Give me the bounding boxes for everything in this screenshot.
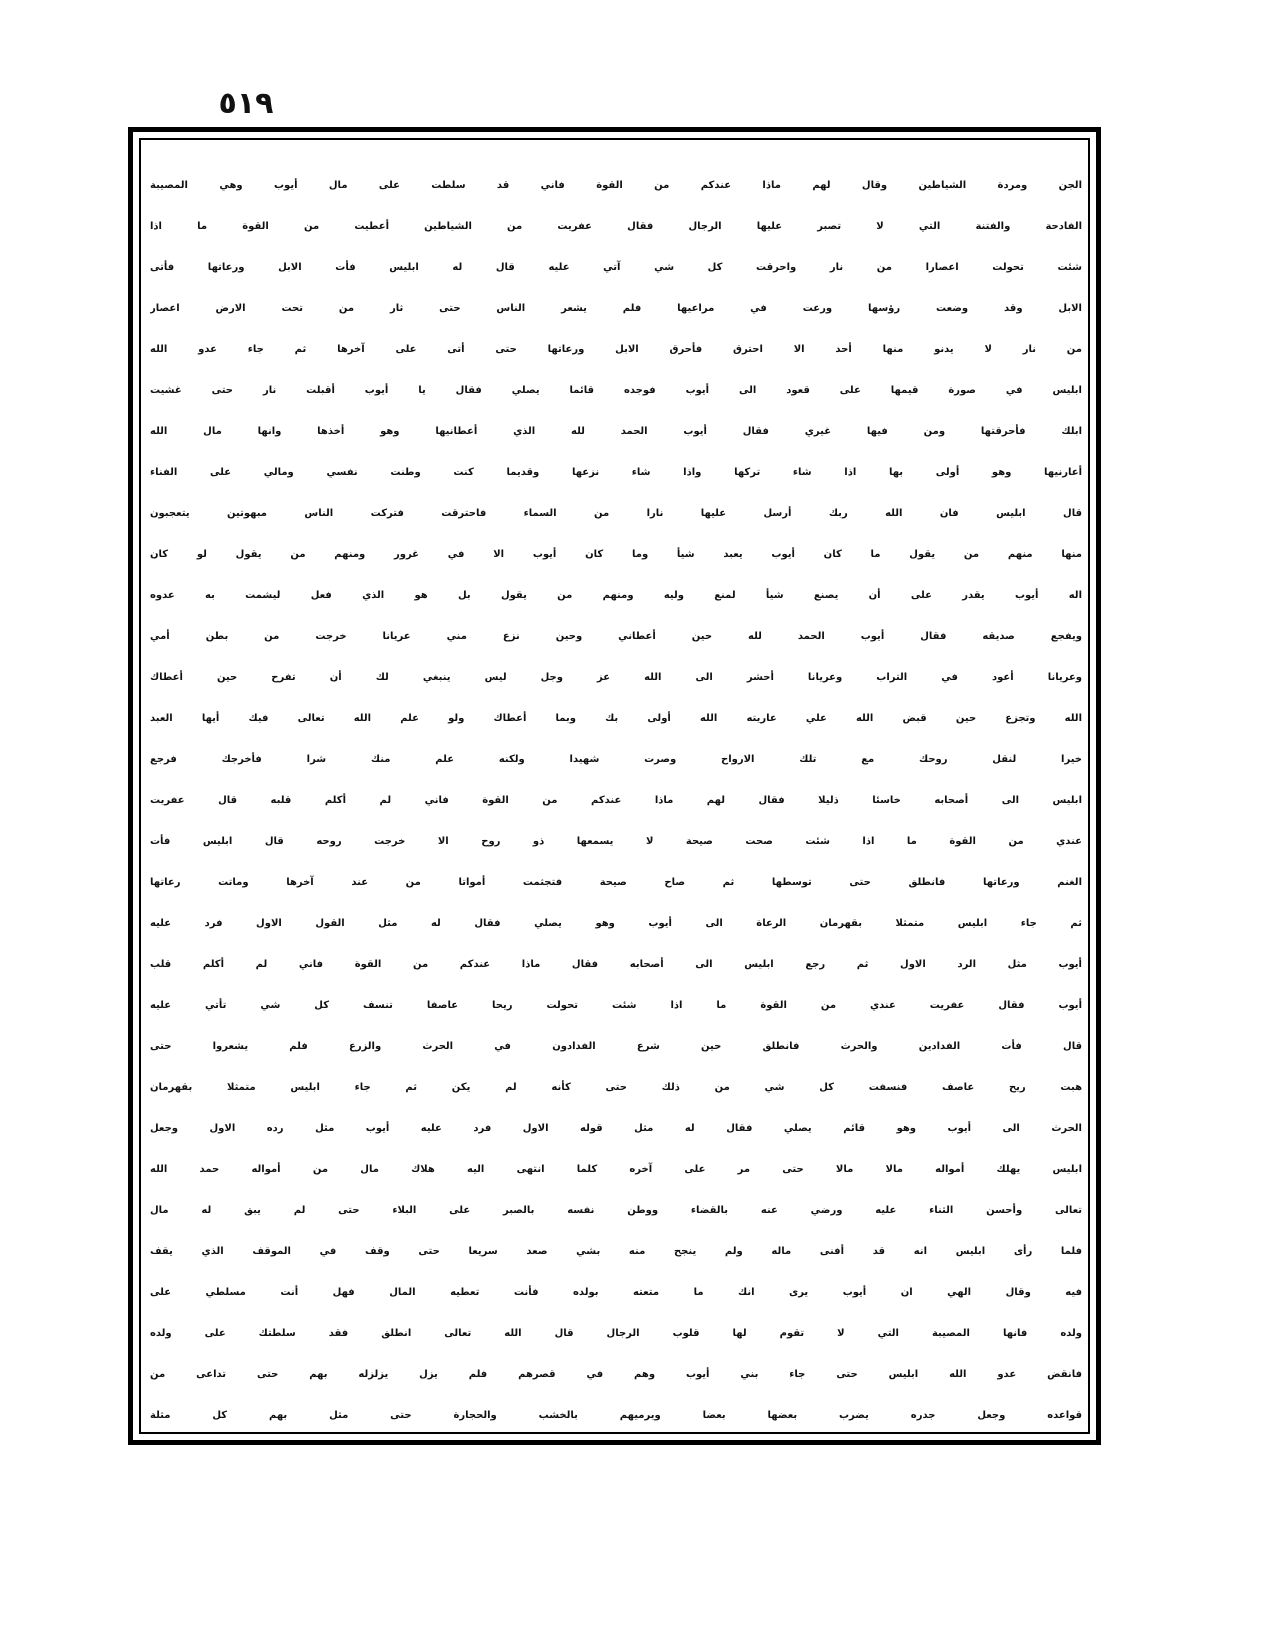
text-line-content: ابليس في صورة قيمها على قعود الى أيوب فوجده قائما يصلي فقال يا أيوب أقبلت نار حتى غشيت: [150, 385, 1082, 396]
text-line: [150, 657, 1082, 698]
text-line-content: ابليس الى أصحابه خاسئا ذليلا فقال لهم ماذا عندكم من القوة فاني لم أكلم قلبه قال عفريت: [150, 795, 1082, 806]
text-line: [150, 698, 1082, 739]
text-line-content: ابلك فأحرقتها ومن فيها غيري فقال أيوب الحمد لله الذي أعطانيها وهو أخذها وانها مال الله: [150, 426, 1082, 437]
text-line-content: عندي من القوة ما اذا شئت صحت صيحة لا يسمعها ذو روح الا خرجت روحه قال ابليس فأت: [150, 836, 1082, 847]
text-line: [150, 985, 1082, 1026]
text-line: [150, 411, 1082, 452]
text-line-content: ولده فانها المصيبة التي لا تقوم لها قلوب الرجال قال الله تعالى انطلق فقد سلطتك على ولده: [150, 1328, 1082, 1339]
text-line-content: الجن ومردة الشياطين وقال لهم ماذا عندكم من القوة فاني قد سلطت على مال أيوب وهي المصيبة: [150, 180, 1082, 191]
text-line: [150, 1190, 1082, 1231]
text-line-content: الغنم ورعاتها فانطلق حتى توسطها ثم صاح صيحة فتجثمت أمواتا من عند آخرها وماتت رعاتها: [150, 877, 1082, 888]
text-line: [150, 1108, 1082, 1149]
text-line-content: ثم جاء ابليس متمثلا بقهرمان الرعاة الى أيوب وهو يصلي فقال له مثل القول الاول فرد عليه: [150, 918, 1082, 929]
text-line-content: وعريانا أعود في التراب وعريانا أحشر الى الله عز وجل ليس ينبغي لك أن تفرح حين أعطاك: [150, 672, 1082, 683]
text-line-content: هبت ريح عاصف فنسفت كل شي من ذلك حتى كأنه لم يكن ثم جاء ابليس متمثلا بقهرمان: [150, 1082, 1082, 1093]
text-line-content: قواعده وجعل جدره يضرب بعضها بعضا ويرميهم بالخشب والحجارة حتى مثل بهم كل مثلة: [150, 1410, 1082, 1421]
text-line: [150, 370, 1082, 411]
text-line: [150, 329, 1082, 370]
text-line: [150, 206, 1082, 247]
text-line-content: الله وتجزع حين قبض الله علي عاريته الله أولى بك وبما أعطاك ولو علم الله تعالى فيك أيها العبد: [150, 713, 1082, 724]
text-line: [150, 739, 1082, 780]
body-text: [150, 165, 1082, 1436]
text-line-content: الفادحة والفتنة التي لا تصبر عليها الرجال فقال عفريت من الشياطين أعطيت من القوة ما اذا: [150, 221, 1082, 232]
text-line: [150, 165, 1082, 206]
text-line: [150, 616, 1082, 657]
text-line-content: شئت تحولت اعصارا من نار واحرقت كل شي آتي عليه قال له ابليس فأت الابل ورعاتها فأتى: [150, 262, 1082, 273]
text-line-content: فيه وقال الهي ان أيوب يرى انك ما متعته بولده فأنت تعطيه المال فهل أنت مسلطي على: [150, 1287, 1082, 1298]
text-line-content: خيرا لنقل روحك مع تلك الارواح وصرت شهيدا ولكنه علم منك شرا فأخرجك فرجع: [150, 754, 1082, 765]
text-line: [150, 1149, 1082, 1190]
text-line: [150, 944, 1082, 985]
text-line: [150, 1231, 1082, 1272]
text-line-content: أعارنيها وهو أولى بها اذا شاء تركها واذا شاء نزعها وقديما كنت وطنت نفسي ومالي على الفناء: [150, 467, 1082, 478]
text-line: [150, 452, 1082, 493]
text-line-content: اله أيوب يقدر على أن يصنع شيأ لمنع وليه ومنهم من يقول بل هو الذي فعل ليشمت به عدوه: [150, 590, 1082, 601]
text-line-content: قال ابليس فان الله ربك أرسل عليها نارا من السماء فاحترقت فتركت الناس مبهوتين يتعجبون: [150, 508, 1082, 519]
text-line: [150, 1272, 1082, 1313]
text-line-content: الحرث الى أيوب وهو قائم يصلي فقال له مثل قوله الاول فرد عليه أيوب مثل رده الاول وجعل: [150, 1123, 1082, 1134]
text-line: [150, 903, 1082, 944]
text-line-content: أيوب مثل الرد الاول ثم رجع ابليس الى أصحابه فقال ماذا عندكم من القوة فاني لم أكلم قلب: [150, 959, 1082, 970]
text-line: [150, 780, 1082, 821]
text-line: [150, 821, 1082, 862]
text-line: [150, 1395, 1082, 1436]
text-line-content: الابل وقد وضعت رؤسها ورعت في مراعيها فلم يشعر الناس حتى ثار من تحت الارض اعصار: [150, 303, 1082, 314]
text-line: [150, 1354, 1082, 1395]
text-line-content: أيوب فقال عفريت عندي من القوة ما اذا شئت تحولت ريحا عاصفا تنسف كل شي تأتي عليه: [150, 1000, 1082, 1011]
text-line-content: من نار لا يدنو منها أحد الا احترق فأحرق الابل ورعاتها حتى أتى على آخرها ثم جاء عدو الله: [150, 344, 1082, 355]
text-line: [150, 1026, 1082, 1067]
text-line-content: قال فأت الفدادين والحرث فانطلق حين شرع الفدادون في الحرث والزرع فلم يشعروا حتى: [150, 1041, 1082, 1052]
text-line: [150, 534, 1082, 575]
text-line-content: فلما رأى ابليس انه قد أفنى ماله ولم ينجح منه بشي صعد سريعا حتى وقف في الموقف الذي يقف: [150, 1246, 1082, 1257]
text-line: [150, 862, 1082, 903]
text-line: [150, 288, 1082, 329]
text-line-content: منها منهم من يقول ما كان أيوب يعبد شيأ وما كان أيوب الا في غرور ومنهم من يقول لو كان: [150, 549, 1082, 560]
text-line: [150, 1067, 1082, 1108]
text-line: [150, 493, 1082, 534]
text-line: [150, 575, 1082, 616]
text-line: [150, 247, 1082, 288]
text-line-content: ابليس يهلك أمواله مالا مالا حتى مر على آخره كلما انتهى اليه هلاك مال من أمواله حمد الله: [150, 1164, 1082, 1175]
text-line: [150, 1313, 1082, 1354]
text-line-content: ويفجع صديقه فقال أيوب الحمد لله حين أعطاني وحين نزع مني عريانا خرجت من بطن أمي: [150, 631, 1082, 642]
text-line-content: فانقض عدو الله ابليس حتى جاء بني أيوب وهم في قصرهم فلم يزل يزلزله بهم حتى تداعى من: [150, 1369, 1082, 1380]
page-number: ٥١٩: [218, 86, 274, 121]
text-line-content: تعالى وأحسن الثناء عليه ورضي عنه بالقضاء ووطن نفسه بالصبر على البلاء حتى لم يبق له مال: [150, 1205, 1082, 1216]
